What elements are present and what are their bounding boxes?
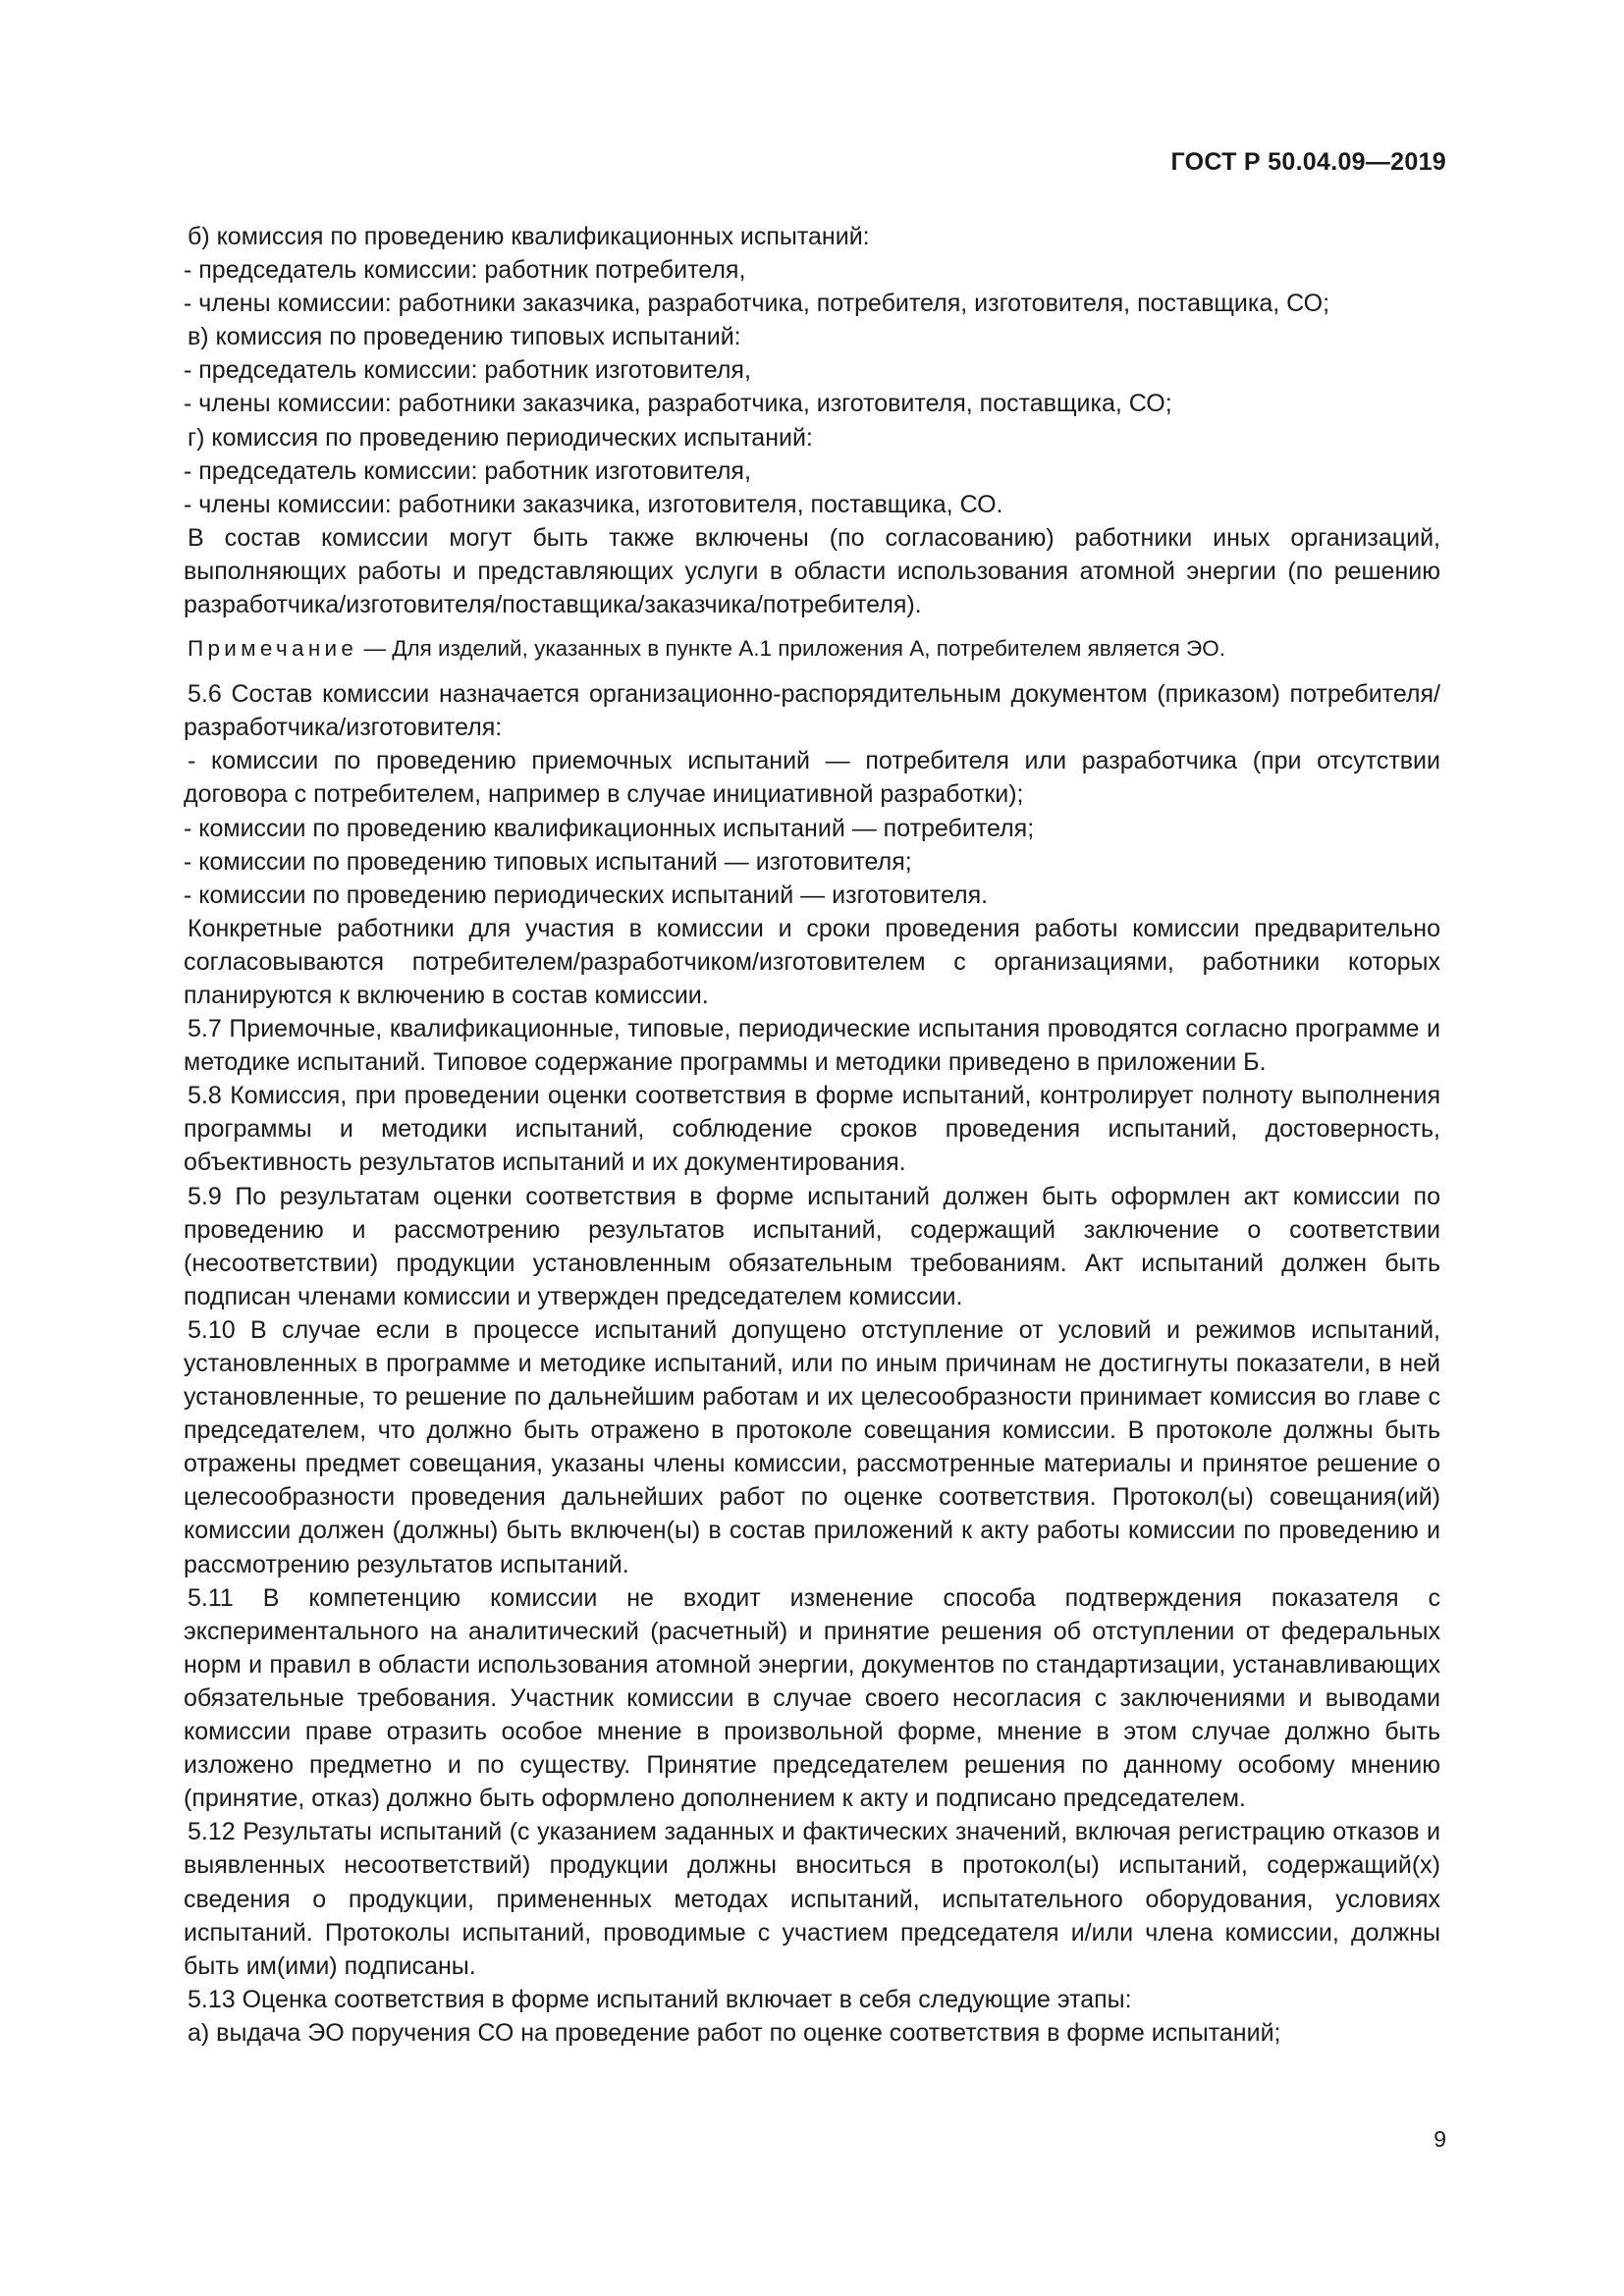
- list-item: - члены комиссии: работники заказчика, разработчика, потребителя, изготовителя, поставщика, СО;: [184, 290, 1330, 318]
- section-5-13-a: а) выдача ЭО поручения СО на проведение работ по оценке соответствия в форме испытаний;: [188, 2018, 1281, 2047]
- page-number: 9: [1434, 2126, 1446, 2152]
- list-item: - члены комиссии: работники заказчика, изготовителя, поставщика, СО.: [184, 490, 1003, 518]
- list-item: в) комиссия по проведению типовых испытаний:: [188, 323, 741, 351]
- list-item: б) комиссия по проведению квалификационных испытаний:: [188, 223, 870, 250]
- note-label: Примечание: [188, 636, 358, 662]
- section-5-13: 5.13 Оценка соответствия в форме испытаний включает в себя следующие этапы:: [188, 1985, 1132, 2013]
- note-text: — Для изделий, указанных в пункте А.1 приложения А, потребителем является ЭО.: [357, 636, 1225, 662]
- section-5-6: 5.6 Состав комиссии назначается организационно-распорядительным документом (приказом) потребителя/разработчика/изготовителя:: [184, 680, 1440, 742]
- list-item: - председатель комиссии: работник потребителя,: [184, 256, 746, 285]
- list-item: - комиссии по проведению приемочных испытаний — потребителя или разработчика (при отсутствии договора с потребителем, например в случае инициативной разработки);: [184, 747, 1440, 809]
- section-5-6-tail: Конкретные работники для участия в комиссии и сроки проведения работы комиссии предварительно согласовываются потребителем/разработчиком/изготовителем с организациями, работники которых планируются к включению в состав комиссии.: [184, 914, 1440, 1009]
- document-body: [184, 220, 1440, 2050]
- list-item: - члены комиссии: работники заказчика, разработчика, изготовителя, поставщика, СО;: [184, 390, 1172, 418]
- note: [184, 634, 1440, 664]
- section-5-10: 5.10 В случае если в процессе испытаний допущено отступление от условий и режимов испытаний, установленных в программе и методике испытаний, или по иным причинам не достигнуты показатели, в ней установленные, то решение по дальнейшим работам и их целесообразности принимает комиссия во главе с председателем, что должно быть отражено в протоколе совещания комиссии. В протоколе должны быть отражены предмет совещания, указаны члены комиссии, рассмотренные материалы и принятое решение о целесообразности проведения дальнейших работ по оценке соответствия. Протокол(ы) совещания(ий) комиссии должен (должны) быть включен(ы) в состав приложений к акту работы комиссии по проведению и рассмотрению результатов испытаний.: [184, 1315, 1440, 1578]
- list-item: - председатель комиссии: работник изготовителя,: [184, 356, 751, 385]
- section-5-9: 5.9 По результатам оценки соответствия в форме испытаний должен быть оформлен акт комиссии по проведению и рассмотрению результатов испытаний, содержащий заключение о соответствии (несоответствии) продукции установленным обязательным требованиям. Акт испытаний должен быть подписан членами комиссии и утвержден председателем комиссии.: [184, 1182, 1440, 1310]
- list-item: - комиссии по проведению периодических испытаний — изготовителя.: [184, 881, 989, 909]
- paragraph-commission-members: В состав комиссии могут быть также включены (по согласованию) работники иных организаций, выполняющих работы и представляющих услуги в области использования атомной энергии (по решению разработчика/изготовителя/поставщика/заказчика/потребителя).: [184, 523, 1440, 619]
- section-5-8: 5.8 Комиссия, при проведении оценки соответствия в форме испытаний, контролирует полноту выполнения программы и методики испытаний, соблюдение сроков проведения испытаний, достоверность, объективность результатов испытаний и их документирования.: [184, 1082, 1440, 1177]
- list-item: - председатель комиссии: работник изготовителя,: [184, 456, 751, 485]
- section-5-11: 5.11 В компетенцию комиссии не входит изменение способа подтверждения показателя с экспериментального на аналитический (расчетный) и принятие решения об отступлении от федеральных норм и правил в области использования атомной энергии, документов по стандартизации, устанавливающих обязательные требования. Участник комиссии в случае своего несогласия с заключениями и выводами комиссии праве отразить особое мнение в произвольной форме, мнение в этом случае должно быть изложено предметно и по существу. Принятие председателем решения по данному особому мнению (принятие, отказ) должно быть оформлено дополнением к акту и подписано председателем.: [184, 1583, 1440, 1813]
- list-item: г) комиссия по проведению периодических испытаний:: [188, 423, 813, 452]
- section-5-12: 5.12 Результаты испытаний (с указанием заданных и фактических значений, включая регистрацию отказов и выявленных несоответствий) продукции должны вноситься в протокол(ы) испытаний, содержащий(х) сведения о продукции, примененных методах испытаний, испытательного оборудования, условиях испытаний. Протоколы испытаний, проводимые с участием председателя и/или члена комиссии, должны быть им(ими) подписаны.: [184, 1818, 1440, 1980]
- standard-code: ГОСТ Р 50.04.09—2019: [1170, 148, 1446, 176]
- section-5-7: 5.7 Приемочные, квалификационные, типовые, периодические испытания проводятся согласно программе и методике испытаний. Типовое содержание программы и методики приведено в приложении Б.: [184, 1015, 1440, 1077]
- list-item: - комиссии по проведению квалификационных испытаний — потребителя;: [184, 814, 1035, 842]
- list-item: - комиссии по проведению типовых испытаний — изготовителя;: [184, 847, 912, 876]
